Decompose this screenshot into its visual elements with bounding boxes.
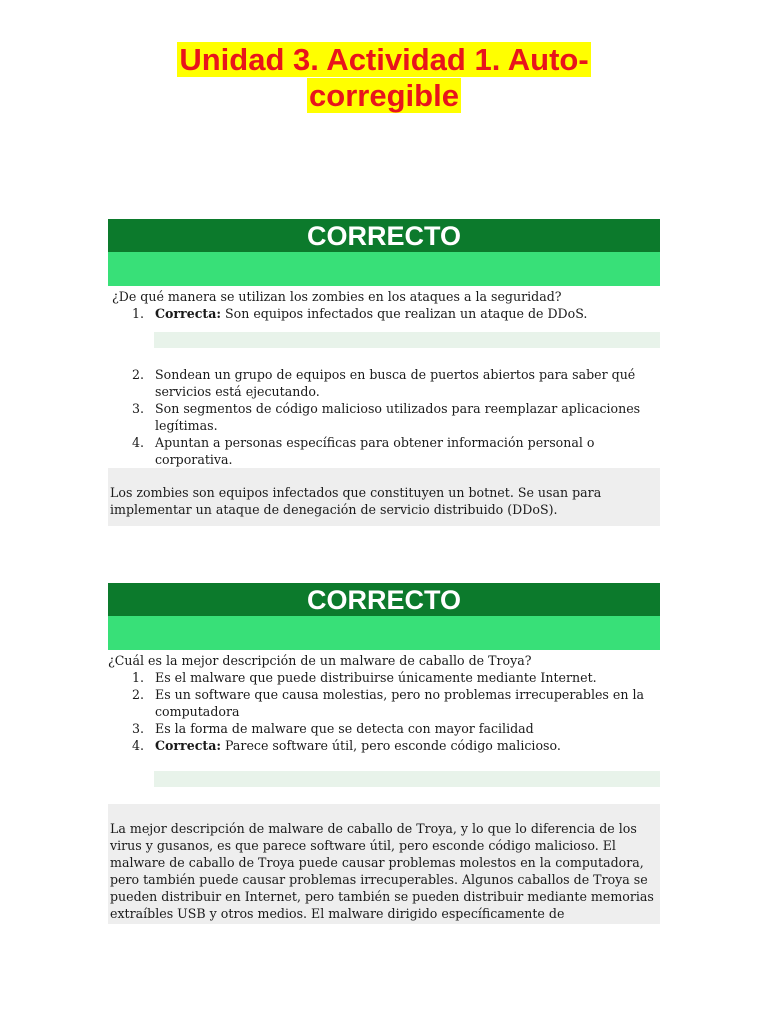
answer-number: 1. [132, 670, 145, 685]
answer-number: 2. [132, 687, 145, 702]
question-block-2 [108, 583, 660, 924]
answer-number: 2. [132, 367, 145, 382]
feedback-text: La mejor descripción de malware de caballo de Troya, y lo que lo diferencia de los virus y gusanos, es que parece software útil, pero esconde código malicioso. El malware de caballo de Troya puede causar problemas molestos en la computadora, pero también puede causar problemas irrecuperables. Algunos caballos de Troya se pueden distribuir en Internet, pero también se pueden distribuir mediante memorias extraíbles USB y otros medios. El malware dirigido específicamente de [110, 821, 654, 921]
answer-text: Apuntan a personas específicas para obtener información personal o corporativa. [155, 435, 595, 467]
question-text: ¿Cuál es la mejor descripción de un malware de caballo de Troya? [108, 653, 532, 668]
answer-item [108, 737, 660, 754]
correct-label: Correcta: [155, 738, 222, 753]
answer-text: Es el malware que puede distribuirse únicamente mediante Internet. [155, 670, 597, 685]
result-banner: CORRECTO [108, 219, 660, 252]
answer-text: Sondean un grupo de equipos en busca de puertos abiertos para saber qué servicios está ejecutando. [155, 367, 636, 399]
feedback-box [108, 804, 660, 924]
answer-item [108, 305, 660, 322]
answer-item [108, 366, 660, 400]
feedback-text: Los zombies son equipos infectados que constituyen un botnet. Se usan para implementar un ataque de denegación de servicio distribuido (DDoS). [110, 485, 602, 517]
page-title-line-2: corregible [309, 78, 459, 113]
answer-number: 3. [132, 721, 145, 736]
answer-highlight-strip [154, 332, 660, 348]
answer-list [108, 669, 660, 754]
answer-number: 3. [132, 401, 145, 416]
answer-item [108, 686, 660, 720]
answer-item [108, 669, 660, 686]
answer-number: 4. [132, 435, 145, 450]
answer-text: Es un software que causa molestias, pero no problemas irrecuperables en la computadora [155, 687, 645, 719]
answer-item [108, 400, 660, 434]
answer-text: Son equipos infectados que realizan un ataque de DDoS. [221, 306, 588, 321]
answer-text: Parece software útil, pero esconde código malicioso. [221, 738, 561, 753]
answer-item [108, 434, 660, 468]
answer-list [108, 305, 660, 322]
correct-label: Correcta: [155, 306, 222, 321]
result-banner-strip [108, 252, 660, 286]
answer-list-rest [108, 366, 660, 468]
answer-text: Son segmentos de código malicioso utilizados para reemplazar aplicaciones legítimas. [155, 401, 641, 433]
answer-highlight-strip [154, 771, 660, 787]
answer-number: 4. [132, 738, 145, 753]
page-title-line-1: Unidad 3. Actividad 1. Auto- [179, 42, 589, 77]
page-title [0, 42, 768, 114]
answer-number: 1. [132, 306, 145, 321]
question-text: ¿De qué manera se utilizan los zombies en los ataques a la seguridad? [112, 289, 562, 304]
question-block-1 [108, 219, 660, 526]
answer-text: Es la forma de malware que se detecta con mayor facilidad [155, 721, 534, 736]
result-banner: CORRECTO [108, 583, 660, 616]
result-banner-strip [108, 616, 660, 650]
answer-item [108, 720, 660, 737]
feedback-box [108, 468, 660, 526]
